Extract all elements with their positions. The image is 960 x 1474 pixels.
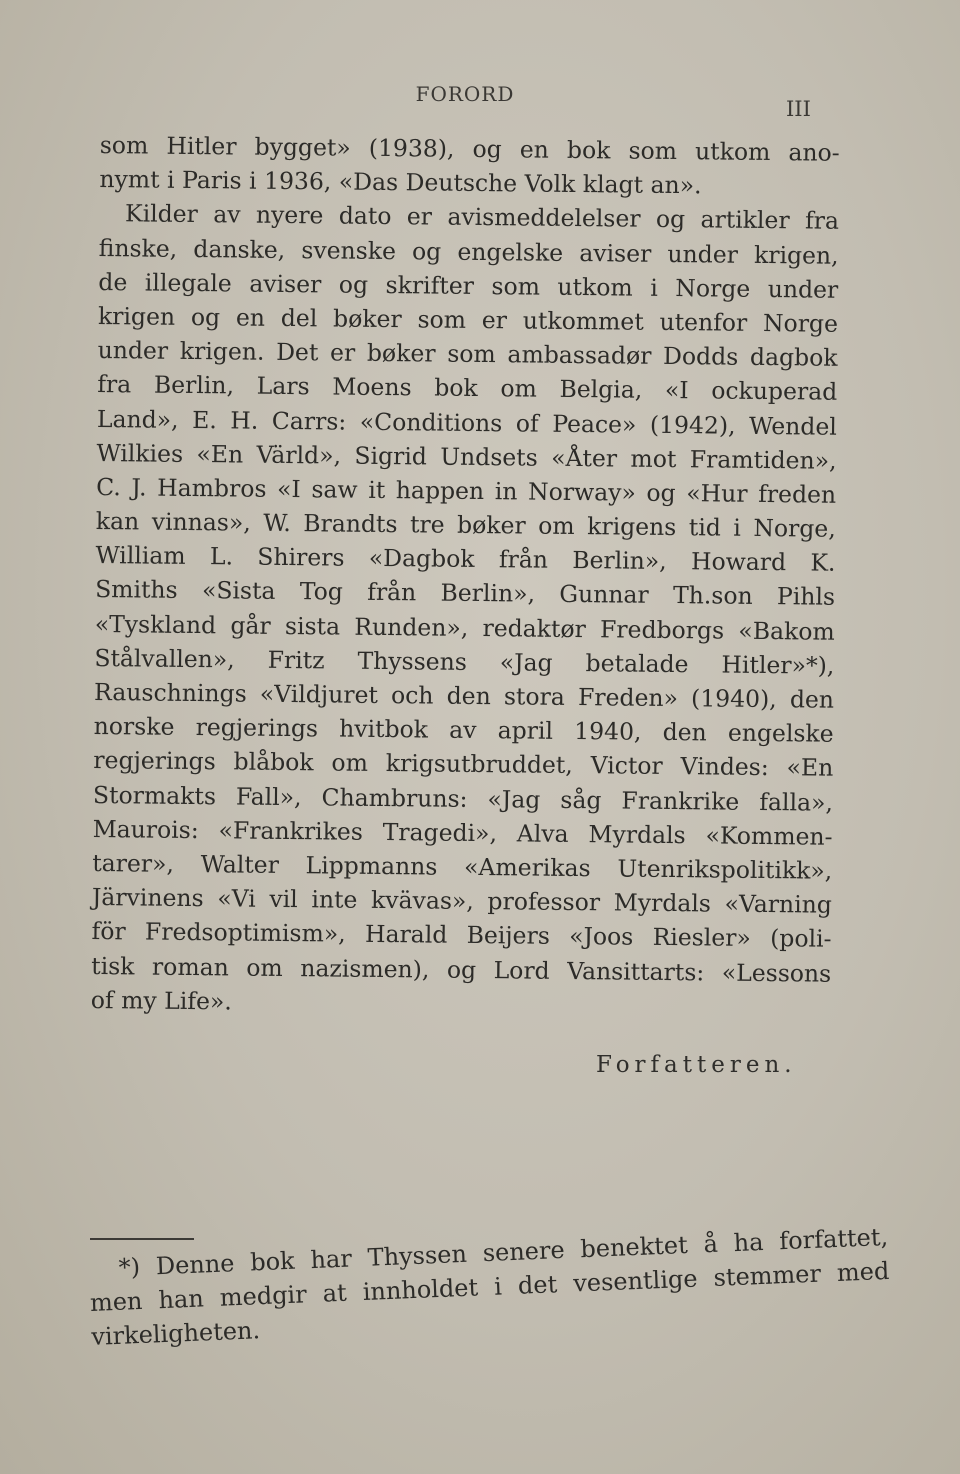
text-line: Maurois: «Frankrikes Tragedi», Alva Myrdals «Kommen- xyxy=(92,814,833,851)
footnote-line: virkeligheten. xyxy=(90,1316,261,1351)
running-title: FORORD xyxy=(415,82,515,106)
text-line: C. J. Hambros «I saw it happen in Norway» og «Hur freden xyxy=(96,472,837,509)
text-line: tisk roman om nazismen), og Lord Vansittarts: «Lessons xyxy=(91,951,832,988)
footnote-divider xyxy=(90,1238,194,1240)
text-line: för Fredsoptimism», Harald Beijers «Joos Riesler» (poli- xyxy=(91,917,832,954)
text-line: norske regjerings hvitbok av april 1940, den engelske xyxy=(93,712,834,748)
text-line: tarer», Walter Lippmanns «Amerikas Utenrikspolitikk», xyxy=(92,848,833,885)
text-line: regjerings blåbok om krigsutbruddet, Victor Vindes: «En xyxy=(93,746,834,783)
footnote xyxy=(88,1220,891,1354)
text-line: finske, danske, svenske og engelske aviser under krigen, xyxy=(98,233,839,270)
text-line: Järvinens «Vi vil inte kvävas», professor Myrdals «Varning xyxy=(91,883,832,919)
footnote-line: *) Denne bok har Thyssen senere benektet å ha forfattet, xyxy=(118,1222,889,1282)
text-line: krigen og en del bøker som er utkommet utenfor Norge xyxy=(97,301,839,338)
text-line: som Hitler bygget» (1938), og en bok som utkom ano- xyxy=(99,130,840,167)
text-line: of my Life». xyxy=(90,985,232,1016)
text-line: under krigen. Det er bøker som ambassadør Dodds dagbok xyxy=(97,336,838,372)
text-line: Smiths «Sista Tog från Berlin», Gunnar Th.son Pihls xyxy=(95,575,836,612)
text-line: Wilkies «En Värld», Sigrid Undsets «Åter mot Framtiden», xyxy=(96,438,837,475)
text-line: Kilder av nyere dato er avismeddelelser og artikler fra xyxy=(124,199,840,236)
text-line: Stålvallen», Fritz Thyssens «Jag betalade Hitler»*), xyxy=(94,643,835,680)
text-line: Land», E. H. Carrs: «Conditions of Peace» (1942), Wendel xyxy=(96,404,838,441)
body-text xyxy=(91,128,840,1025)
author-signature: Forfatteren. xyxy=(596,1052,797,1078)
text-line: Stormakts Fall», Chambruns: «Jag såg Frankrike falla», xyxy=(92,780,834,817)
text-line: fra Berlin, Lars Moens bok om Belgia, «I ockuperad xyxy=(97,370,838,407)
text-line: de illegale aviser og skrifter som utkom i Norge under xyxy=(98,267,839,304)
text-line: William L. Shirers «Dagbok från Berlin», Howard K. xyxy=(95,541,836,577)
text-line: nymt i Paris i 1936, «Das Deutsche Volk klagt an». xyxy=(99,165,702,200)
footnote-line: men han medgir at innholdet i det vesentlige stemmer med xyxy=(89,1256,890,1317)
page-number: III xyxy=(786,97,811,121)
text-line: «Tyskland går sista Runden», redaktør Fredborgs «Bakom xyxy=(94,609,835,646)
text-line: kan vinnas», W. Brandts tre bøker om krigens tid i Norge, xyxy=(95,507,836,543)
text-line: Rauschnings «Vildjuret och den stora Freden» (1940), den xyxy=(93,677,835,714)
